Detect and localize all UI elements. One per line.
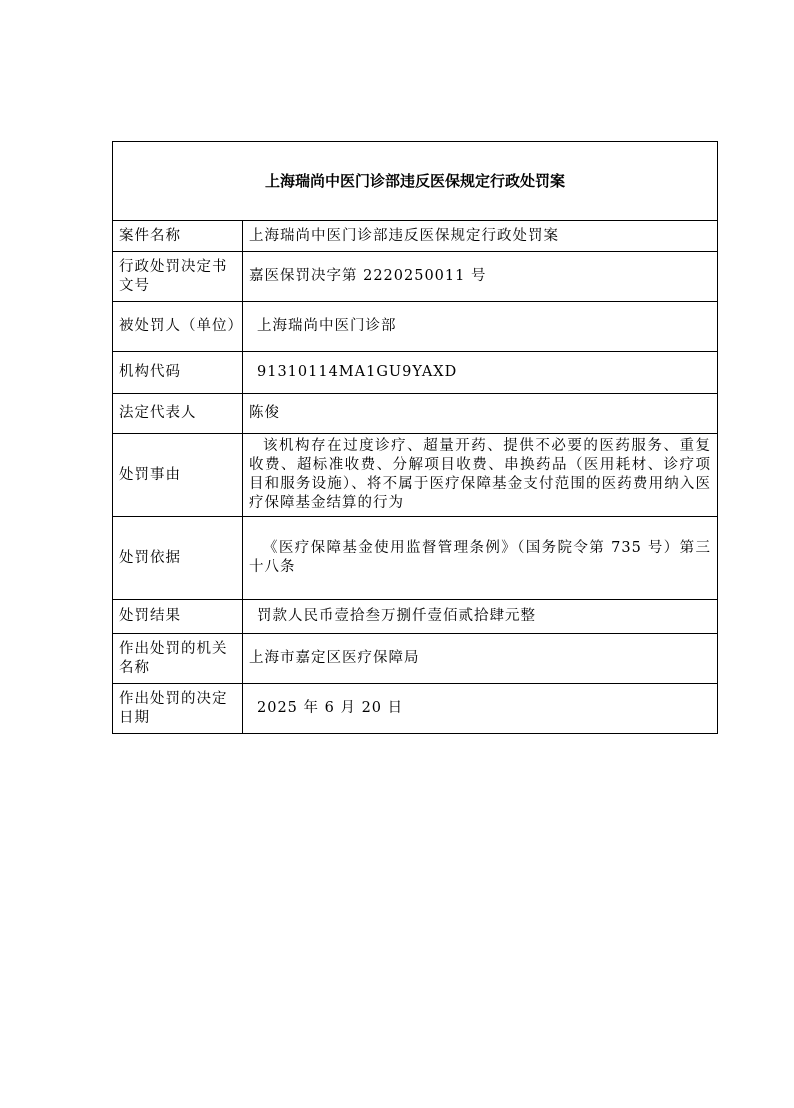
basis-value: 《医疗保障基金使用监督管理条例》（国务院令第 735 号）第三十八条 [243, 517, 718, 600]
org-code-label: 机构代码 [113, 352, 243, 394]
party-label: 被处罚人（单位） [113, 302, 243, 352]
decision-no-label: 行政处罚决定书文号 [113, 252, 243, 302]
table-row [113, 684, 718, 734]
result-value: 罚款人民币壹拾叁万捌仟壹佰贰拾肆元整 [243, 600, 718, 634]
date-label: 作出处罚的决定日期 [113, 684, 243, 734]
legal-rep-label: 法定代表人 [113, 394, 243, 434]
basis-label: 处罚依据 [113, 517, 243, 600]
table-row [113, 517, 718, 600]
table-row [113, 600, 718, 634]
legal-rep-value: 陈俊 [243, 394, 718, 434]
table-row [113, 221, 718, 252]
case-name-value: 上海瑞尚中医门诊部违反医保规定行政处罚案 [243, 221, 718, 252]
reason-label: 处罚事由 [113, 434, 243, 517]
authority-value: 上海市嘉定区医疗保障局 [243, 634, 718, 684]
table-row [113, 252, 718, 302]
date-value: 2025 年 6 月 20 日 [243, 684, 718, 734]
document-title: 上海瑞尚中医门诊部违反医保规定行政处罚案 [113, 142, 718, 221]
table-row [113, 394, 718, 434]
reason-value: 该机构存在过度诊疗、超量开药、提供不必要的医药服务、重复收费、超标准收费、分解项目收费、串换药品（医用耗材、诊疗项目和服务设施）、将不属于医疗保障基金支付范围的医药费用纳入医疗保障基金结算的行为 [243, 434, 718, 517]
table-row [113, 634, 718, 684]
authority-label: 作出处罚的机关名称 [113, 634, 243, 684]
decision-no-value: 嘉医保罚决字第 2220250011 号 [243, 252, 718, 302]
org-code-value: 91310114MA1GU9YAXD [243, 352, 718, 394]
table-row [113, 352, 718, 394]
table-row [113, 302, 718, 352]
title-row [113, 142, 718, 221]
case-name-label: 案件名称 [113, 221, 243, 252]
result-label: 处罚结果 [113, 600, 243, 634]
party-value: 上海瑞尚中医门诊部 [243, 302, 718, 352]
penalty-info-table [112, 141, 718, 734]
table-row [113, 434, 718, 517]
